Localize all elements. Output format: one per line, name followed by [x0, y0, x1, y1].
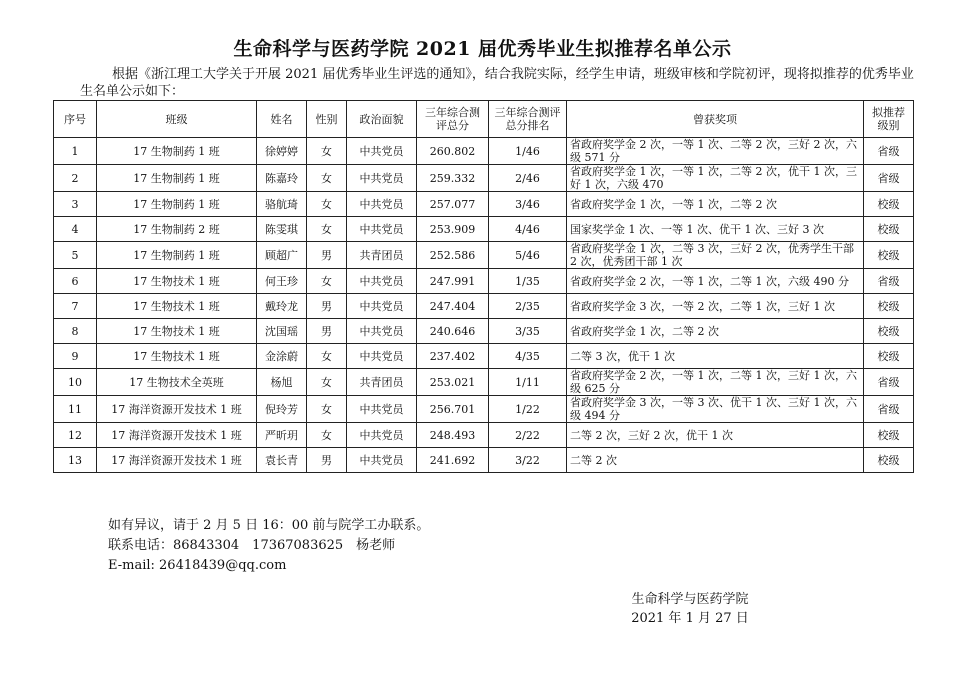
cell-gender: 男: [307, 319, 347, 344]
cell-gender: 女: [307, 217, 347, 242]
cell-name: 金涂蔚: [257, 344, 307, 369]
cell-gender: 女: [307, 192, 347, 217]
cell-political: 中共党员: [347, 423, 417, 448]
cell-awards: 省政府奖学金 2 次，一等 1 次、二等 2 次，三好 2 次，六级 571 分: [567, 138, 864, 165]
table-row: [54, 192, 914, 217]
cell-rank: 5/46: [489, 242, 567, 269]
cell-rank: 1/11: [489, 369, 567, 396]
cell-gender: 男: [307, 294, 347, 319]
cell-score: 248.493: [417, 423, 489, 448]
cell-awards: 二等 2 次，三好 2 次，优干 1 次: [567, 423, 864, 448]
cell-rank: 3/46: [489, 192, 567, 217]
cell-rank: 2/22: [489, 423, 567, 448]
cell-class: 17 生物制药 1 班: [97, 138, 257, 165]
cell-name: 沈国瑶: [257, 319, 307, 344]
signature-org: 生命科学与医药学院: [631, 592, 749, 607]
cell-name: 陈嘉玲: [257, 165, 307, 192]
cell-level: 校级: [864, 294, 914, 319]
cell-level: 校级: [864, 192, 914, 217]
header-class: 班级: [97, 101, 257, 138]
cell-awards: 省政府奖学金 2 次，一等 1 次，二等 1 次，六级 490 分: [567, 269, 864, 294]
cell-level: 省级: [864, 138, 914, 165]
cell-class: 17 海洋资源开发技术 1 班: [97, 396, 257, 423]
cell-no: 11: [54, 396, 97, 423]
cell-awards: 省政府奖学金 1 次，一等 1 次，二等 2 次: [567, 192, 864, 217]
cell-political: 中共党员: [347, 165, 417, 192]
cell-name: 倪玲芳: [257, 396, 307, 423]
cell-class: 17 生物制药 2 班: [97, 217, 257, 242]
cell-gender: 男: [307, 242, 347, 269]
cell-rank: 4/35: [489, 344, 567, 369]
cell-score: 259.332: [417, 165, 489, 192]
cell-no: 12: [54, 423, 97, 448]
cell-political: 中共党员: [347, 294, 417, 319]
cell-level: 校级: [864, 344, 914, 369]
cell-score: 252.586: [417, 242, 489, 269]
cell-class: 17 生物制药 1 班: [97, 242, 257, 269]
signature-block: [620, 590, 760, 628]
cell-name: 袁长青: [257, 448, 307, 473]
cell-score: 257.077: [417, 192, 489, 217]
contact-phone: 联系电话：86843304 17367083625 杨老师: [108, 538, 396, 553]
table-row: [54, 217, 914, 242]
cell-no: 7: [54, 294, 97, 319]
table-row: [54, 294, 914, 319]
cell-level: 校级: [864, 448, 914, 473]
cell-gender: 女: [307, 165, 347, 192]
cell-rank: 1/46: [489, 138, 567, 165]
table-header-row: [54, 101, 914, 138]
cell-awards: 二等 2 次: [567, 448, 864, 473]
cell-name: 严昕玥: [257, 423, 307, 448]
table-row: [54, 165, 914, 192]
cell-no: 4: [54, 217, 97, 242]
cell-awards: 省政府奖学金 3 次，一等 3 次、优干 1 次、三好 1 次，六级 494 分: [567, 396, 864, 423]
cell-level: 校级: [864, 319, 914, 344]
cell-name: 戴玲龙: [257, 294, 307, 319]
cell-awards: 省政府奖学金 1 次，二等 2 次: [567, 319, 864, 344]
cell-political: 中共党员: [347, 217, 417, 242]
cell-class: 17 生物制药 1 班: [97, 165, 257, 192]
cell-level: 校级: [864, 423, 914, 448]
cell-gender: 女: [307, 369, 347, 396]
cell-score: 240.646: [417, 319, 489, 344]
intro-paragraph: 根据《浙江理工大学关于开展 2021 届优秀毕业生评选的通知》，结合我院实际，经学生申请，班级审核和学院初评，现将拟推荐的优秀毕业生名单公示如下：: [80, 67, 914, 99]
signature-date: 2021 年 1 月 27 日: [631, 611, 749, 626]
table-row: [54, 319, 914, 344]
cell-political: 中共党员: [347, 192, 417, 217]
candidate-table: [53, 100, 914, 473]
cell-score: 253.021: [417, 369, 489, 396]
cell-level: 省级: [864, 165, 914, 192]
objection-note: 如有异议，请于 2 月 5 日 16：00 前与院学工办联系。: [108, 518, 430, 533]
cell-rank: 1/22: [489, 396, 567, 423]
cell-political: 中共党员: [347, 344, 417, 369]
cell-gender: 女: [307, 344, 347, 369]
cell-score: 260.802: [417, 138, 489, 165]
cell-level: 省级: [864, 396, 914, 423]
cell-awards: 二等 3 次，优干 1 次: [567, 344, 864, 369]
contact-email: E-mail: 26418439@qq.com: [108, 558, 287, 573]
cell-no: 6: [54, 269, 97, 294]
cell-class: 17 海洋资源开发技术 1 班: [97, 423, 257, 448]
contact-info: [108, 516, 429, 576]
cell-score: 247.404: [417, 294, 489, 319]
header-level: 拟推荐级别: [864, 101, 914, 138]
cell-class: 17 海洋资源开发技术 1 班: [97, 448, 257, 473]
cell-name: 陈雯琪: [257, 217, 307, 242]
cell-no: 10: [54, 369, 97, 396]
cell-name: 杨旭: [257, 369, 307, 396]
cell-no: 5: [54, 242, 97, 269]
cell-gender: 女: [307, 138, 347, 165]
table-row: [54, 344, 914, 369]
table-row: [54, 242, 914, 269]
cell-rank: 2/46: [489, 165, 567, 192]
table-row: [54, 448, 914, 473]
cell-level: 校级: [864, 242, 914, 269]
header-name: 姓名: [257, 101, 307, 138]
cell-gender: 男: [307, 448, 347, 473]
cell-no: 1: [54, 138, 97, 165]
cell-score: 253.909: [417, 217, 489, 242]
cell-class: 17 生物制药 1 班: [97, 192, 257, 217]
page-title: 生命科学与医药学院 2021 届优秀毕业生拟推荐名单公示: [233, 38, 732, 60]
cell-rank: 1/35: [489, 269, 567, 294]
cell-name: 骆航琦: [257, 192, 307, 217]
cell-awards: 国家奖学金 1 次、一等 1 次、优干 1 次、三好 3 次: [567, 217, 864, 242]
cell-class: 17 生物技术 1 班: [97, 294, 257, 319]
cell-awards: 省政府奖学金 1 次，二等 3 次，三好 2 次，优秀学生干部 2 次，优秀团干部 1 次: [567, 242, 864, 269]
table-row: [54, 396, 914, 423]
table-row: [54, 269, 914, 294]
table-row: [54, 369, 914, 396]
header-political: 政治面貌: [347, 101, 417, 138]
cell-rank: 2/35: [489, 294, 567, 319]
cell-awards: 省政府奖学金 2 次，一等 1 次，二等 1 次，三好 1 次，六级 625 分: [567, 369, 864, 396]
table-row: [54, 423, 914, 448]
cell-rank: 3/35: [489, 319, 567, 344]
cell-political: 中共党员: [347, 319, 417, 344]
cell-awards: 省政府奖学金 3 次，一等 2 次，二等 1 次，三好 1 次: [567, 294, 864, 319]
cell-score: 237.402: [417, 344, 489, 369]
cell-score: 247.991: [417, 269, 489, 294]
header-score: 三年综合测评总分: [417, 101, 489, 138]
cell-level: 校级: [864, 217, 914, 242]
table-row: [54, 138, 914, 165]
cell-score: 256.701: [417, 396, 489, 423]
cell-political: 中共党员: [347, 269, 417, 294]
header-gender: 性别: [307, 101, 347, 138]
header-awards: 曾获奖项: [567, 101, 864, 138]
cell-no: 8: [54, 319, 97, 344]
cell-gender: 女: [307, 423, 347, 448]
cell-class: 17 生物技术 1 班: [97, 269, 257, 294]
cell-political: 中共党员: [347, 448, 417, 473]
cell-name: 徐婷婷: [257, 138, 307, 165]
cell-political: 中共党员: [347, 396, 417, 423]
cell-political: 共青团员: [347, 369, 417, 396]
cell-name: 何王珍: [257, 269, 307, 294]
cell-gender: 女: [307, 396, 347, 423]
cell-class: 17 生物技术 1 班: [97, 319, 257, 344]
cell-name: 顾超广: [257, 242, 307, 269]
cell-political: 共青团员: [347, 242, 417, 269]
header-rank: 三年综合测评总分排名: [489, 101, 567, 138]
cell-class: 17 生物技术 1 班: [97, 344, 257, 369]
cell-level: 省级: [864, 369, 914, 396]
cell-rank: 4/46: [489, 217, 567, 242]
cell-gender: 女: [307, 269, 347, 294]
cell-no: 9: [54, 344, 97, 369]
cell-political: 中共党员: [347, 138, 417, 165]
header-no: 序号: [54, 101, 97, 138]
cell-score: 241.692: [417, 448, 489, 473]
cell-rank: 3/22: [489, 448, 567, 473]
cell-awards: 省政府奖学金 1 次，一等 1 次，二等 2 次，优干 1 次，三好 1 次，六级 470: [567, 165, 864, 192]
cell-no: 13: [54, 448, 97, 473]
cell-class: 17 生物技术全英班: [97, 369, 257, 396]
cell-no: 2: [54, 165, 97, 192]
cell-level: 省级: [864, 269, 914, 294]
cell-no: 3: [54, 192, 97, 217]
